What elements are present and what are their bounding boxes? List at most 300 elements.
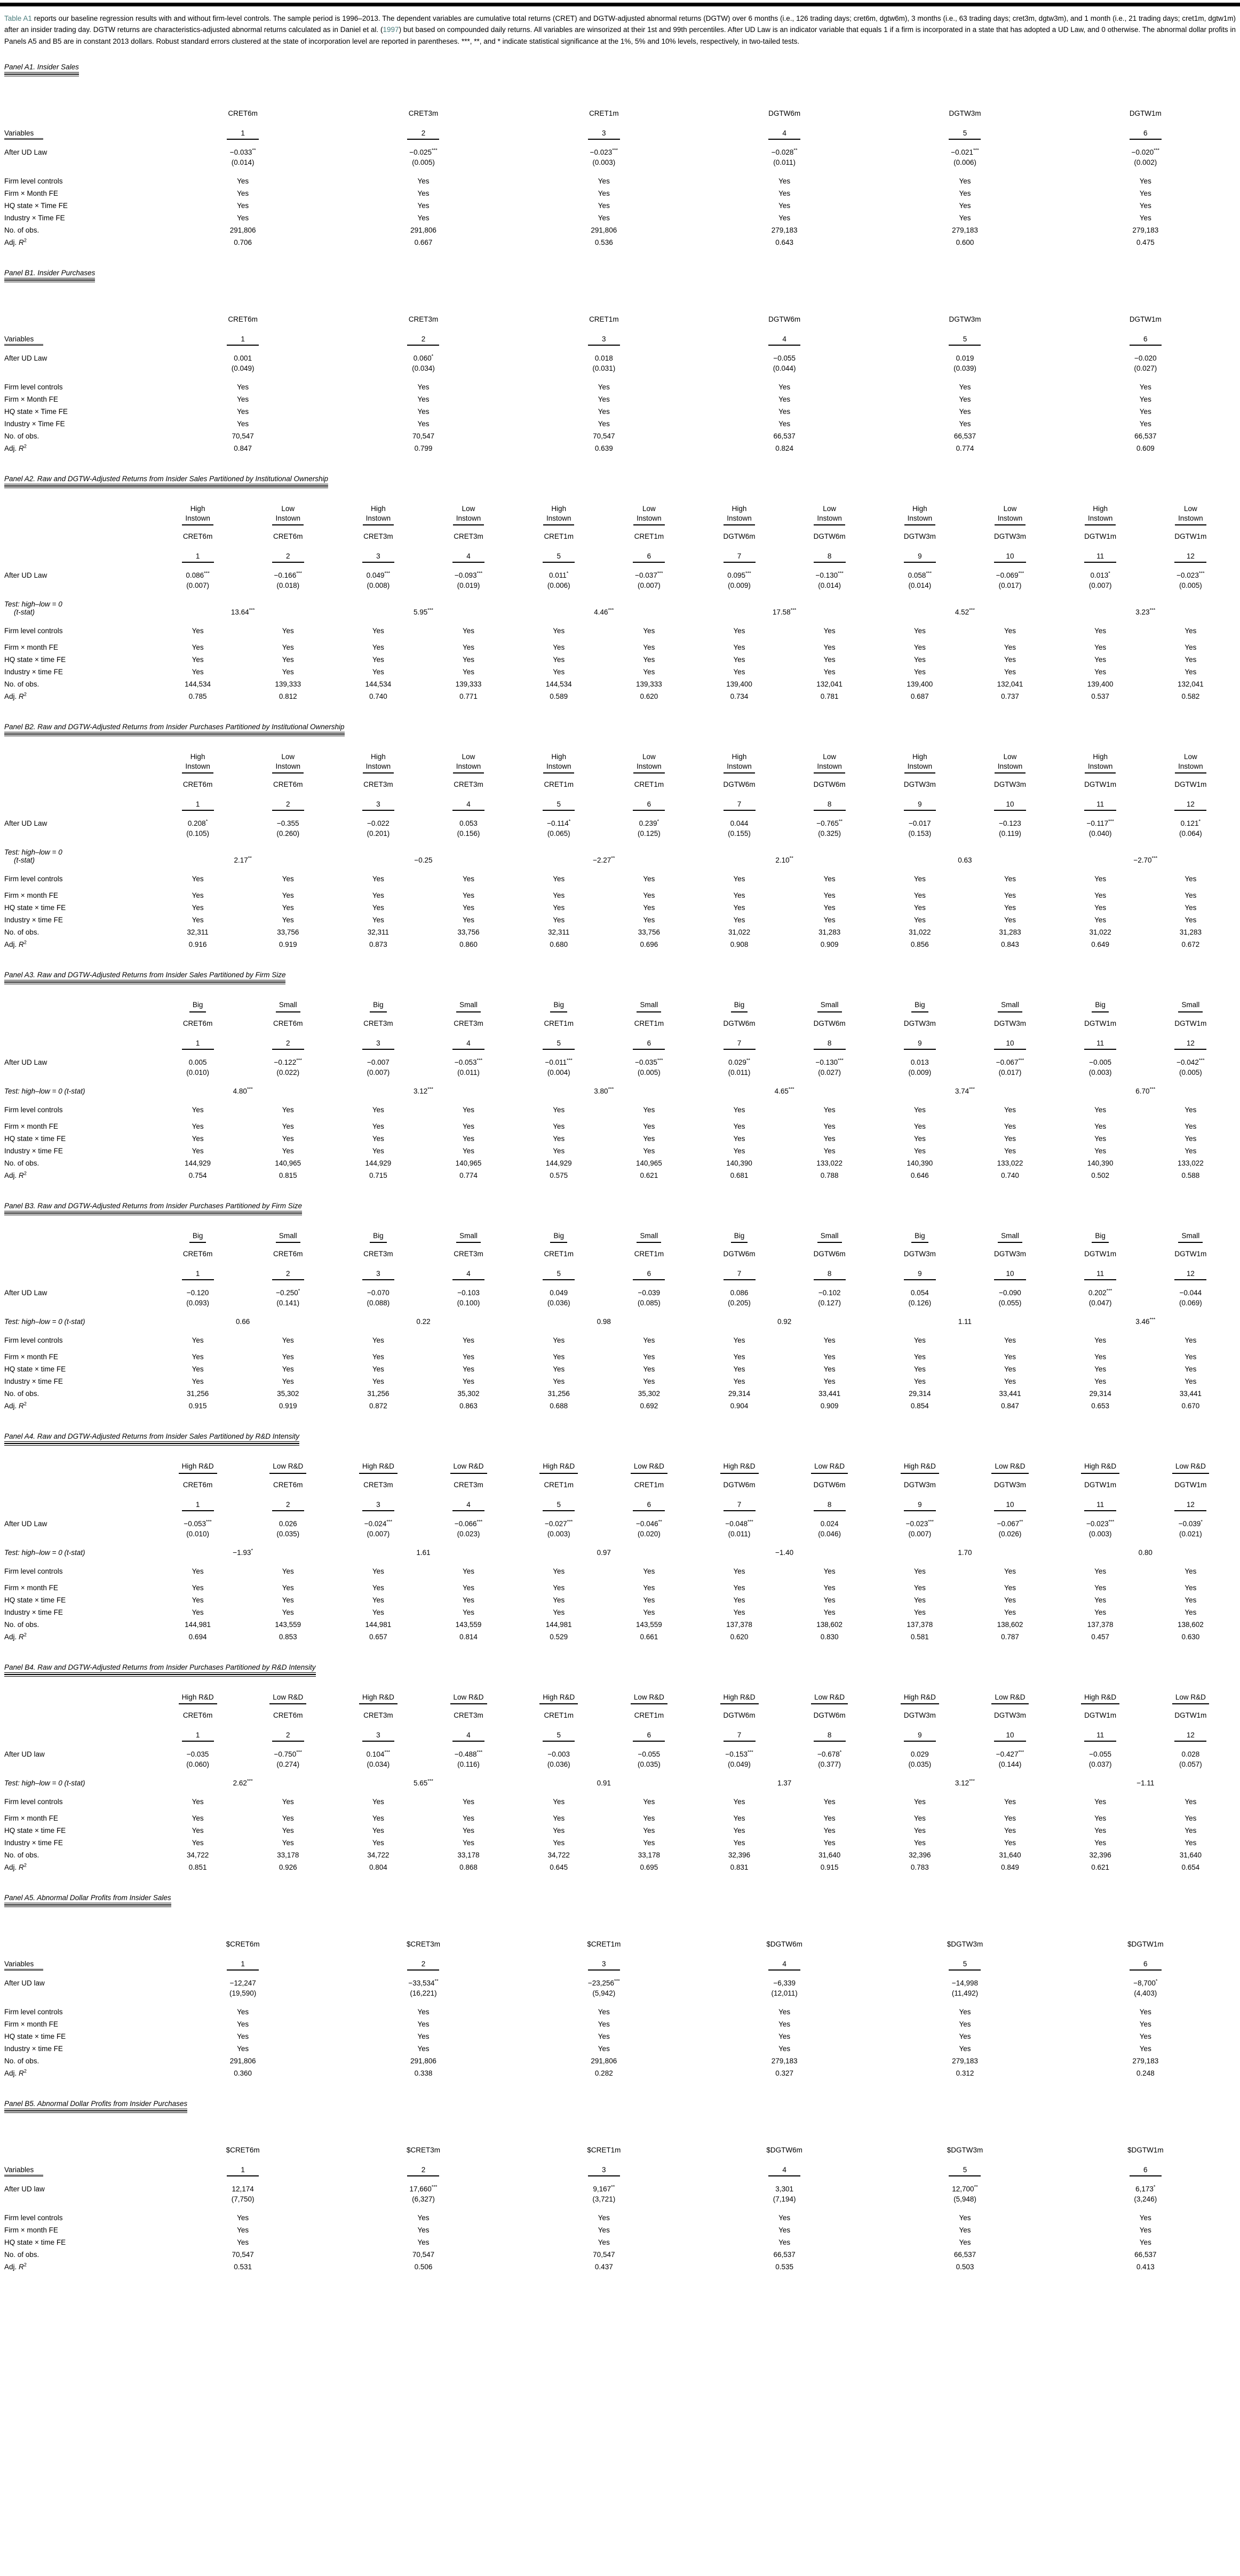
- value-cell: Yes: [553, 1798, 565, 1806]
- column-depvar: CRET3m: [408, 109, 439, 117]
- column-depvar: DGTW3m: [993, 1711, 1026, 1720]
- value-cell: Yes: [1094, 1105, 1107, 1114]
- value-cell: 31,256: [547, 1390, 570, 1398]
- value-cell: Yes: [463, 1122, 475, 1130]
- value-cell: Yes: [733, 1105, 745, 1114]
- value-cell: Yes: [643, 1336, 655, 1345]
- value-cell: Yes: [1004, 1105, 1016, 1114]
- table-row: [4, 889, 1236, 902]
- value-cell: Yes: [913, 627, 926, 635]
- value-cell: Yes: [237, 419, 249, 428]
- column-group-label: High R&D: [694, 1690, 784, 1707]
- value-cell: Yes: [553, 1105, 565, 1114]
- value-cell: Yes: [192, 1567, 204, 1575]
- value-cell: Yes: [778, 395, 791, 403]
- stderr-cell: (7,750): [231, 2195, 255, 2204]
- stderr-cell: (0.010): [186, 1529, 209, 1538]
- value-cell: Yes: [237, 2008, 249, 2016]
- stderr-row: [4, 1299, 1236, 1309]
- value-cell: Yes: [1004, 1146, 1016, 1155]
- value-cell: Yes: [1004, 1122, 1016, 1130]
- row-label: Adj. $R^2$: [4, 443, 27, 452]
- value-cell: Yes: [1094, 1365, 1107, 1374]
- value-cell: Yes: [372, 627, 384, 635]
- caption-link[interactable]: 1997: [383, 26, 399, 34]
- value-cell: 31,022: [728, 928, 751, 937]
- column-number: 4: [694, 1950, 875, 1973]
- column-number: 10: [965, 543, 1055, 565]
- column-number: 5: [514, 543, 604, 565]
- depvar-header-row: [4, 1476, 1236, 1491]
- value-cell: Yes: [733, 916, 745, 924]
- column-depvar: CRET1m: [634, 532, 664, 541]
- column-number: 1: [153, 543, 243, 565]
- group-header-row: [4, 750, 1236, 776]
- value-cell: 29,314: [909, 1390, 931, 1398]
- value-cell: Yes: [237, 2020, 249, 2029]
- column-group-label: Small: [784, 1229, 875, 1246]
- value-cell: Yes: [1139, 2032, 1151, 2041]
- stderr-row: [4, 364, 1236, 374]
- stderr-cell: (0.205): [728, 1299, 751, 1307]
- column-number: 1: [153, 1260, 243, 1282]
- value-cell: Yes: [1185, 1839, 1197, 1847]
- value-cell: 29,314: [1089, 1390, 1111, 1398]
- value-cell: Yes: [237, 189, 249, 197]
- value-cell: Yes: [1004, 1814, 1016, 1823]
- value-cell: Yes: [192, 1365, 204, 1374]
- column-number: 12: [1146, 791, 1236, 813]
- value-cell: Yes: [372, 1839, 384, 1847]
- value-cell: 144,981: [365, 1620, 392, 1629]
- column-group-label: Big: [1055, 1229, 1146, 1246]
- value-cell: 0.815: [279, 1171, 297, 1179]
- test-row: [4, 1777, 1236, 1789]
- test-tstat-cell: 0.63: [958, 856, 972, 865]
- coefficient-cell: 0.018: [594, 354, 613, 362]
- variables-label: Variables: [4, 2166, 43, 2176]
- table-top-rule: [0, 3, 1240, 6]
- panel-title-A1: Panel A1. Insider Sales: [4, 63, 79, 76]
- row-label: Firm level controls: [4, 627, 63, 635]
- value-cell: Yes: [1094, 627, 1107, 635]
- value-cell: 291,806: [229, 226, 256, 234]
- test-tstat-cell: −1.93*: [233, 1548, 253, 1557]
- column-group-label: Low Instown: [1146, 502, 1236, 528]
- regression-table-A5: [4, 1921, 1236, 2079]
- depvar-header-row: [4, 776, 1236, 791]
- value-cell: Yes: [192, 916, 204, 924]
- value-cell: 70,547: [232, 432, 254, 440]
- value-cell: 139,333: [635, 680, 662, 689]
- row-label: Firm × month FE: [4, 2226, 58, 2235]
- column-number: 6: [604, 1030, 694, 1052]
- row-label: Adj. $R^2$: [4, 1862, 27, 1872]
- value-cell: Yes: [643, 1608, 655, 1616]
- stderr-cell: (0.044): [773, 364, 796, 372]
- stderr-cell: (0.022): [276, 1068, 300, 1076]
- stderr-cell: (0.002): [1134, 158, 1157, 166]
- stderr-cell: (0.065): [547, 830, 570, 838]
- coefficient-row: [4, 1973, 1236, 1989]
- value-cell: Yes: [733, 1353, 745, 1361]
- value-cell: Yes: [1094, 904, 1107, 912]
- value-cell: Yes: [913, 1583, 926, 1592]
- value-cell: 0.657: [369, 1632, 387, 1641]
- column-depvar: $CRET6m: [226, 1940, 260, 1949]
- value-cell: 33,178: [277, 1851, 299, 1860]
- value-cell: Yes: [643, 1134, 655, 1143]
- value-cell: Yes: [553, 875, 565, 883]
- column-group-label: Low R&D: [243, 1690, 333, 1707]
- column-number: 5: [514, 1260, 604, 1282]
- stderr-row: [4, 1760, 1236, 1770]
- coefficient-cell: −0.765**: [816, 818, 843, 828]
- value-cell: Yes: [959, 407, 971, 416]
- column-number: 6: [604, 1260, 694, 1282]
- value-cell: Yes: [598, 213, 610, 222]
- number-header-row: [4, 119, 1236, 142]
- value-cell: Yes: [913, 1608, 926, 1616]
- panel-B4: [4, 1663, 1236, 1874]
- value-cell: Yes: [598, 2008, 610, 2016]
- coefficient-cell: −0.039: [638, 1289, 661, 1297]
- value-cell: Yes: [643, 1377, 655, 1386]
- value-cell: 144,981: [545, 1620, 572, 1629]
- column-group-label: High Instown: [153, 502, 243, 528]
- value-cell: Yes: [1185, 1353, 1197, 1361]
- stderr-cell: (0.088): [367, 1299, 390, 1307]
- value-cell: Yes: [372, 904, 384, 912]
- value-cell: Yes: [282, 1596, 294, 1604]
- value-cell: Yes: [553, 1827, 565, 1835]
- column-group-label: High R&D: [1055, 1460, 1146, 1476]
- variables-label: Variables: [4, 129, 43, 140]
- table-row: [4, 1387, 1236, 1400]
- column-number: 8: [784, 791, 875, 813]
- column-number: 11: [1055, 1721, 1146, 1744]
- value-cell: 31,283: [1179, 928, 1202, 937]
- column-group-label: High R&D: [333, 1690, 423, 1707]
- value-cell: Yes: [282, 875, 294, 883]
- value-cell: Yes: [463, 1798, 475, 1806]
- value-cell: Yes: [282, 1377, 294, 1386]
- value-cell: Yes: [733, 1377, 745, 1386]
- column-depvar: DGTW6m: [723, 1250, 756, 1258]
- value-cell: Yes: [463, 1365, 475, 1374]
- row-label: No. of obs.: [4, 226, 39, 234]
- value-cell: Yes: [823, 656, 836, 664]
- stderr-row: [4, 1068, 1236, 1079]
- column-number: 10: [965, 1491, 1055, 1513]
- value-cell: Yes: [598, 189, 610, 197]
- value-cell: Yes: [959, 201, 971, 210]
- value-cell: Yes: [643, 1146, 655, 1155]
- coefficient-cell: −0.021***: [951, 147, 979, 156]
- value-cell: Yes: [1139, 2214, 1151, 2222]
- stderr-cell: (0.006): [953, 158, 976, 166]
- value-cell: Yes: [643, 1567, 655, 1575]
- column-group-label: High Instown: [1055, 502, 1146, 528]
- value-cell: Yes: [463, 1827, 475, 1835]
- value-cell: Yes: [1139, 395, 1151, 403]
- test-tstat-cell: 6.70***: [1135, 1086, 1156, 1095]
- value-cell: Yes: [643, 1814, 655, 1823]
- coefficient-cell: 0.013*: [1090, 570, 1110, 580]
- value-cell: 0.503: [956, 2263, 974, 2271]
- value-cell: Yes: [372, 643, 384, 652]
- column-depvar: CRET3m: [363, 1250, 393, 1258]
- value-cell: Yes: [733, 875, 745, 883]
- column-number: 11: [1055, 1030, 1146, 1052]
- value-cell: 0.282: [594, 2069, 613, 2078]
- value-cell: 0.872: [369, 1402, 387, 1410]
- value-cell: Yes: [463, 1839, 475, 1847]
- stderr-cell: (0.003): [1088, 1529, 1112, 1538]
- value-cell: Yes: [1185, 668, 1197, 676]
- column-depvar: $CRET1m: [587, 1940, 621, 1949]
- coefficient-cell: 0.060*: [413, 353, 434, 362]
- column-number: 6: [604, 1721, 694, 1744]
- value-cell: Yes: [598, 382, 610, 391]
- stderr-row: [4, 830, 1236, 840]
- coefficient-cell: −0.024***: [364, 1519, 393, 1528]
- column-number: 2: [243, 1030, 333, 1052]
- value-cell: 0.843: [1001, 940, 1019, 949]
- row-label: Firm level controls: [4, 875, 63, 883]
- panel-title-B5: Panel B5. Abnormal Dollar Profits from Insider Purchases: [4, 2100, 187, 2113]
- value-cell: Yes: [417, 2214, 430, 2222]
- value-cell: 32,396: [1089, 1851, 1111, 1860]
- table-row: [4, 1606, 1236, 1618]
- column-group-label: Big: [694, 1229, 784, 1246]
- value-cell: Yes: [1004, 627, 1016, 635]
- value-cell: Yes: [417, 382, 430, 391]
- table-caption: [4, 13, 1236, 47]
- column-depvar: CRET6m: [273, 532, 303, 541]
- column-group-label: Big: [875, 998, 965, 1015]
- column-depvar: CRET3m: [454, 1480, 483, 1489]
- value-cell: Yes: [463, 916, 475, 924]
- value-cell: 0.830: [820, 1632, 839, 1641]
- value-cell: 66,537: [953, 432, 976, 440]
- row-label: HQ state × time FE: [4, 1827, 66, 1835]
- value-cell: 0.919: [279, 940, 297, 949]
- value-cell: 0.413: [1136, 2263, 1155, 2271]
- value-cell: 0.771: [459, 692, 478, 701]
- panel-title-rule: [4, 485, 328, 488]
- stderr-cell: (19,590): [229, 1989, 257, 1998]
- column-group-label: High Instown: [875, 750, 965, 776]
- test-tstat-cell: 3.23***: [1135, 607, 1156, 617]
- value-cell: Yes: [282, 1353, 294, 1361]
- value-cell: 0.248: [1136, 2069, 1155, 2078]
- column-number: 9: [875, 1491, 965, 1513]
- value-cell: Yes: [778, 382, 791, 391]
- group-header-row: [4, 1229, 1236, 1246]
- depvar-header-row: [4, 1921, 1236, 1950]
- value-cell: 0.715: [369, 1171, 387, 1179]
- column-number: 10: [965, 1030, 1055, 1052]
- value-cell: Yes: [1094, 1798, 1107, 1806]
- stderr-cell: (0.011): [728, 1068, 751, 1076]
- value-cell: 0.609: [1136, 444, 1155, 452]
- row-label: Firm level controls: [4, 1336, 63, 1345]
- column-number: 12: [1146, 1260, 1236, 1282]
- stderr-cell: (0.007): [908, 1529, 932, 1538]
- stderr-cell: (0.027): [1134, 364, 1157, 372]
- value-cell: Yes: [959, 2226, 971, 2235]
- coefficient-cell: −0.122***: [274, 1057, 302, 1066]
- column-group-label: Low R&D: [423, 1690, 513, 1707]
- row-label: Firm level controls: [4, 1105, 63, 1114]
- stderr-cell: (0.007): [186, 581, 209, 590]
- column-depvar: $DGTW6m: [766, 1940, 802, 1949]
- panel-title-A4: Panel A4. Raw and DGTW-Adjusted Returns from Insider Sales Partitioned by R&D Intensity: [4, 1432, 299, 1446]
- stderr-cell: (0.026): [998, 1529, 1022, 1538]
- stderr-cell: (0.055): [998, 1299, 1022, 1307]
- value-cell: 133,022: [1177, 1159, 1204, 1167]
- column-number: 4: [423, 1260, 513, 1282]
- value-cell: Yes: [823, 1146, 836, 1155]
- value-cell: 66,537: [953, 2251, 976, 2259]
- test-row-label: Test: high–low = 0 (t-stat): [4, 848, 62, 865]
- value-cell: 0.537: [1091, 692, 1110, 701]
- coefficient-cell: −0.117***: [1086, 818, 1114, 828]
- stderr-cell: (6,327): [412, 2195, 435, 2204]
- value-cell: 139,400: [907, 680, 933, 689]
- stderr-cell: (0.007): [367, 1529, 390, 1538]
- row-label: HQ state × time FE: [4, 1596, 66, 1604]
- depvar-header-row: [4, 1015, 1236, 1030]
- value-cell: 279,183: [771, 226, 798, 234]
- value-cell: Yes: [192, 643, 204, 652]
- value-cell: 0.692: [640, 1402, 658, 1410]
- row-label-after-ud-law: After UD Law: [4, 819, 47, 828]
- column-depvar: DGTW1m: [1129, 109, 1162, 117]
- value-cell: Yes: [643, 656, 655, 664]
- value-cell: 291,806: [591, 2057, 617, 2065]
- value-cell: 0.856: [910, 940, 929, 949]
- table-row: [4, 641, 1236, 653]
- column-number: 6: [604, 543, 694, 565]
- table-row: [4, 1861, 1236, 1873]
- value-cell: 35,302: [457, 1390, 480, 1398]
- value-cell: 0.581: [910, 1632, 929, 1641]
- row-label: No. of obs.: [4, 680, 39, 689]
- row-label: HQ state × Time FE: [4, 201, 68, 210]
- value-cell: Yes: [598, 177, 610, 185]
- value-cell: Yes: [1185, 1336, 1197, 1345]
- value-cell: Yes: [372, 1583, 384, 1592]
- value-cell: Yes: [463, 1583, 475, 1592]
- column-group-label: Low Instown: [1146, 750, 1236, 776]
- value-cell: 0.781: [820, 692, 839, 701]
- stderr-cell: (0.260): [276, 830, 300, 838]
- value-cell: Yes: [192, 1336, 204, 1345]
- coefficient-cell: 0.049: [550, 1289, 568, 1297]
- value-cell: 144,534: [185, 680, 211, 689]
- test-tstat-cell: 13.64***: [230, 607, 255, 617]
- column-depvar: CRET6m: [182, 780, 213, 789]
- coefficient-row: [4, 1052, 1236, 1068]
- stderr-cell: (0.093): [186, 1299, 209, 1307]
- caption-link[interactable]: Table A1: [4, 14, 32, 22]
- column-depvar: DGTW6m: [813, 532, 846, 541]
- column-number: 7: [694, 1260, 784, 1282]
- value-cell: Yes: [372, 1596, 384, 1604]
- coefficient-cell: −0.102: [818, 1289, 841, 1297]
- table-row: [4, 1120, 1236, 1133]
- value-cell: 0.696: [640, 940, 658, 949]
- column-depvar: DGTW1m: [1084, 532, 1117, 541]
- value-cell: 0.785: [188, 692, 207, 701]
- value-cell: Yes: [372, 1798, 384, 1806]
- table-row: [4, 1565, 1236, 1577]
- column-group-label: Big: [333, 998, 423, 1015]
- value-cell: Yes: [1094, 1336, 1107, 1345]
- value-cell: 0.646: [910, 1171, 929, 1179]
- stderr-cell: (0.155): [728, 830, 751, 838]
- number-header-row: [4, 1950, 1236, 1973]
- value-cell: Yes: [1004, 916, 1016, 924]
- stderr-cell: (0.003): [592, 158, 616, 166]
- table-row: [4, 2006, 1236, 2018]
- panel-B5: [4, 2100, 1236, 2273]
- table-root: [4, 63, 1236, 2273]
- column-depvar: CRET6m: [182, 1711, 213, 1720]
- value-cell: Yes: [372, 1827, 384, 1835]
- column-group-label: High R&D: [153, 1460, 243, 1476]
- value-cell: 143,559: [275, 1620, 301, 1629]
- value-cell: Yes: [913, 1122, 926, 1130]
- number-header-row: [4, 1721, 1236, 1744]
- value-cell: Yes: [823, 1798, 836, 1806]
- coefficient-cell: −0.022: [367, 819, 390, 828]
- row-label: Adj. $R^2$: [4, 1401, 27, 1410]
- value-cell: 279,183: [952, 2057, 978, 2065]
- value-cell: 0.502: [1091, 1171, 1110, 1179]
- value-cell: 0.621: [1091, 1863, 1110, 1872]
- stderr-cell: (0.018): [276, 581, 300, 590]
- value-cell: 0.754: [188, 1171, 207, 1179]
- value-cell: Yes: [1185, 1583, 1197, 1592]
- number-header-row: [4, 543, 1236, 565]
- column-depvar: CRET3m: [363, 780, 393, 789]
- column-number: 2: [243, 791, 333, 813]
- value-cell: 66,537: [773, 432, 796, 440]
- value-cell: 70,547: [232, 2251, 254, 2259]
- value-cell: Yes: [417, 2020, 430, 2029]
- column-depvar: DGTW1m: [1084, 1711, 1117, 1720]
- row-label: HQ state × time FE: [4, 904, 66, 912]
- value-cell: Yes: [1185, 1596, 1197, 1604]
- stderr-cell: (0.034): [412, 364, 435, 372]
- value-cell: Yes: [1094, 1608, 1107, 1616]
- column-depvar: CRET3m: [363, 1711, 393, 1720]
- value-cell: Yes: [553, 1377, 565, 1386]
- value-cell: Yes: [463, 1814, 475, 1823]
- row-label: HQ state × time FE: [4, 656, 66, 664]
- coefficient-cell: −0.039*: [1178, 1519, 1203, 1528]
- value-cell: 279,183: [952, 226, 978, 234]
- value-cell: 143,559: [635, 1620, 662, 1629]
- column-number: 3: [514, 2156, 694, 2179]
- test-tstat-cell: −0.25: [414, 856, 433, 865]
- panel-A2: [4, 475, 1236, 703]
- value-cell: Yes: [237, 2226, 249, 2235]
- coefficient-cell: 0.019: [956, 354, 974, 362]
